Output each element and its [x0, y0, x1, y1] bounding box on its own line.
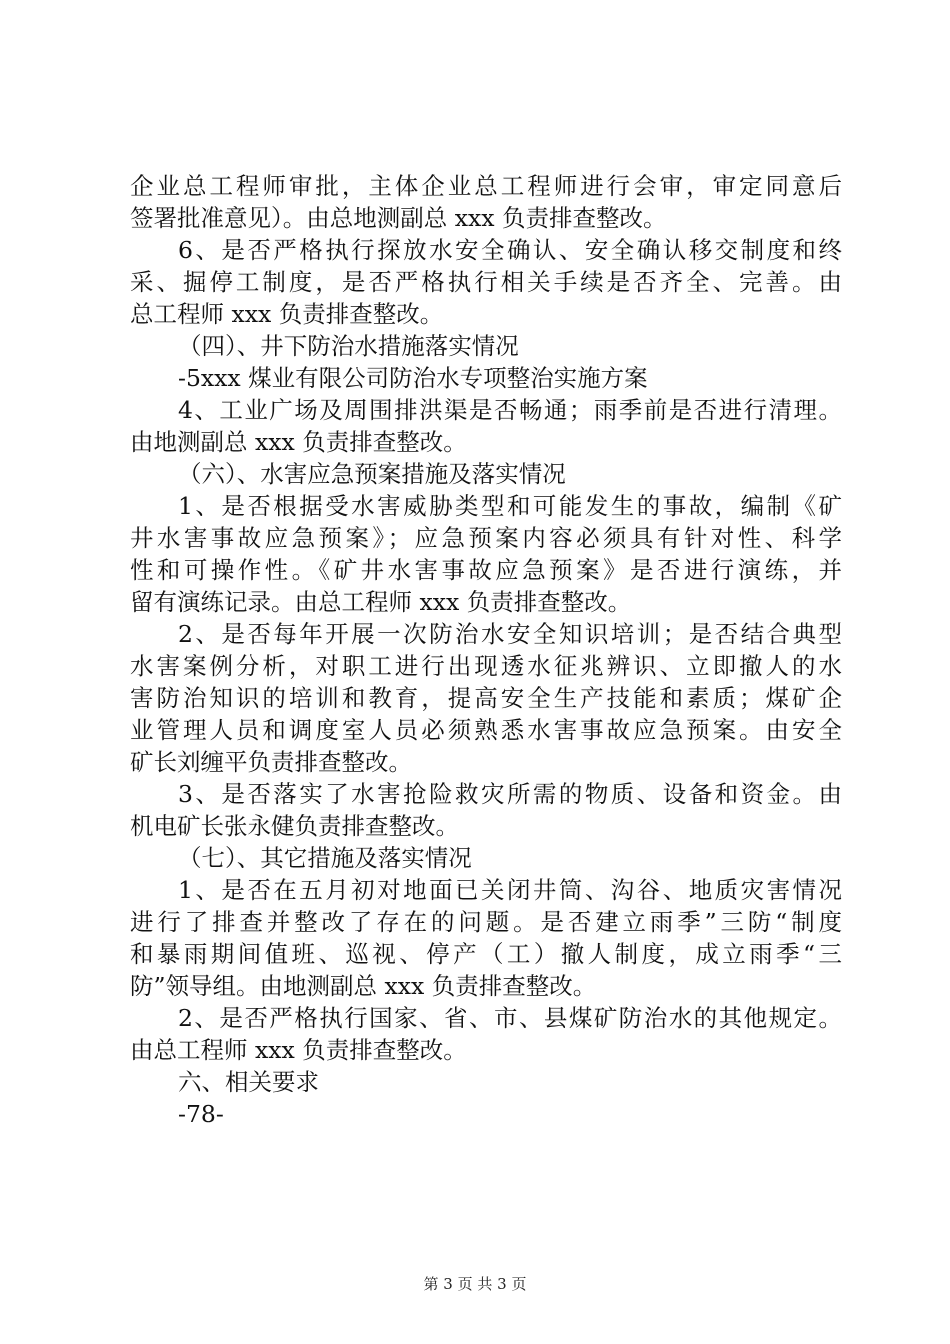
text-line: 业管理人员和调度室人员必须熟悉水害事故应急预案。由安全 [130, 716, 842, 744]
text-line: 防”领导组。由地测副总 xxx 负责排查整改。 [130, 972, 597, 1000]
running-header: -5xxx 煤业有限公司防治水专项整治实施方案 [178, 364, 648, 392]
text-line: 害防治知识的培训和教育，提高安全生产技能和素质；煤矿企 [130, 684, 842, 712]
text-line: 6、是否严格执行探放水安全确认、安全确认移交制度和终 [178, 236, 842, 264]
text-line: 2、是否每年开展一次防治水安全知识培训；是否结合典型 [178, 620, 842, 648]
text-line: 3、是否落实了水害抢险救灾所需的物质、设备和资金。由 [178, 780, 842, 808]
text-line: 4、工业广场及周围排洪渠是否畅通；雨季前是否进行清理。 [178, 396, 842, 424]
text-line: 2、是否严格执行国家、省、市、县煤矿防治水的其他规定。 [178, 1004, 842, 1032]
text-line: 矿长刘缠平负责排查整改。 [130, 748, 412, 776]
text-line: 由地测副总 xxx 负责排查整改。 [130, 428, 467, 456]
text-line: 性和可操作性。《矿井水害事故应急预案》是否进行演练，并 [130, 556, 842, 584]
text-line: 由总工程师 xxx 负责排查整改。 [130, 1036, 467, 1064]
text-line: 企业总工程师审批，主体企业总工程师进行会审，审定同意后 [130, 172, 842, 200]
text-line: 水害案例分析，对职工进行出现透水征兆辨识、立即撤人的水 [130, 652, 842, 680]
text-line: 井水害事故应急预案》；应急预案内容必须具有针对性、科学 [130, 524, 842, 552]
section-heading: （六）、水害应急预案措施及落实情况 [178, 460, 566, 488]
text-line: 进行了排查并整改了存在的问题。是否建立雨季”三防“制度 [130, 908, 842, 936]
section-heading: 六、相关要求 [178, 1068, 319, 1096]
page-footer: 第 3 页 共 3 页 [423, 1275, 527, 1293]
text-line: 和暴雨期间值班、巡视、停产（工）撤人制度，成立雨季“三 [130, 940, 842, 968]
text-line: 总工程师 xxx 负责排查整改。 [130, 300, 444, 328]
text-line: 机电矿长张永健负责排查整改。 [130, 812, 459, 840]
text-line: 采、掘停工制度，是否严格执行相关手续是否齐全、完善。由 [130, 268, 842, 296]
section-heading: （四）、井下防治水措施落实情况 [178, 332, 519, 360]
text-line: 1、是否根据受水害威胁类型和可能发生的事故，编制《矿 [178, 492, 842, 520]
inline-page-number: -78- [178, 1100, 224, 1128]
text-line: 签署批准意见）。由总地测副总 xxx 负责排查整改。 [130, 204, 667, 232]
text-line: 1、是否在五月初对地面已关闭井筒、沟谷、地质灾害情况 [178, 876, 842, 904]
text-line: 留有演练记录。由总工程师 xxx 负责排查整改。 [130, 588, 632, 616]
section-heading: （七）、其它措施及落实情况 [178, 844, 472, 872]
